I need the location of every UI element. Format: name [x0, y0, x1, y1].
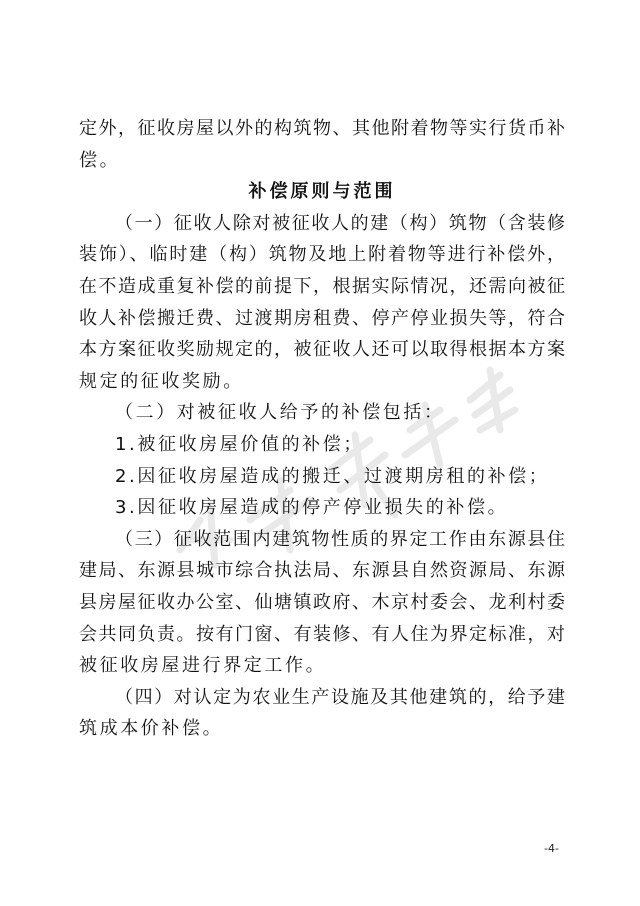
text-line: 本方案征收奖励规定的，被征收人还可以取得根据本方案: [79, 339, 565, 361]
text-line: 建局、东源县城市综合执法局、东源县自然资源局、东源: [79, 560, 565, 582]
text-line: 会共同负责。按有门窗、有装修、有人住为界定标准，对: [79, 623, 565, 645]
text-line: 偿。: [79, 149, 121, 171]
text-line: 2.因征收房屋造成的搬迁、过渡期房租的补偿；: [115, 465, 550, 487]
text-line: 收人补偿搬迁费、过渡期房租费、停产停业损失等，符合: [79, 307, 565, 329]
text-line: 3.因征收房屋造成的停产停业损失的补偿。: [115, 497, 509, 519]
text-line: 县房屋征收办公室、仙塘镇政府、木京村委会、龙利村委: [79, 591, 565, 613]
text-line: （四）对认定为农业生产设施及其他建筑的，给予建: [115, 686, 565, 708]
text-line: （二）对被征收人给予的补偿包括：: [115, 402, 445, 424]
text-line: （一）征收人除对被征收人的建（构）筑物（含装修: [115, 212, 565, 234]
text-line: 装饰）、临时建（构）筑物及地上附着物等进行补偿外，: [79, 244, 565, 266]
text-line: 在不造成重复补偿的前提下，根据实际情况，还需向被征: [79, 275, 565, 297]
document-body: [79, 113, 565, 745]
text-line: 1.被征收房屋价值的补偿；: [115, 433, 364, 455]
text-line: （三）征收范围内建筑物性质的界定工作由东源县住: [115, 528, 565, 550]
page-number: -4-: [544, 842, 559, 855]
text-line: 筑成本价补偿。: [79, 718, 224, 740]
section-heading: 补偿原则与范围: [248, 181, 396, 203]
text-line: 定外，征收房屋以外的构筑物、其他附着物等实行货币补: [79, 118, 565, 139]
text-line: 规定的征收奖励。: [79, 370, 244, 392]
text-line: 被征收房屋进行界定工作。: [79, 655, 327, 677]
